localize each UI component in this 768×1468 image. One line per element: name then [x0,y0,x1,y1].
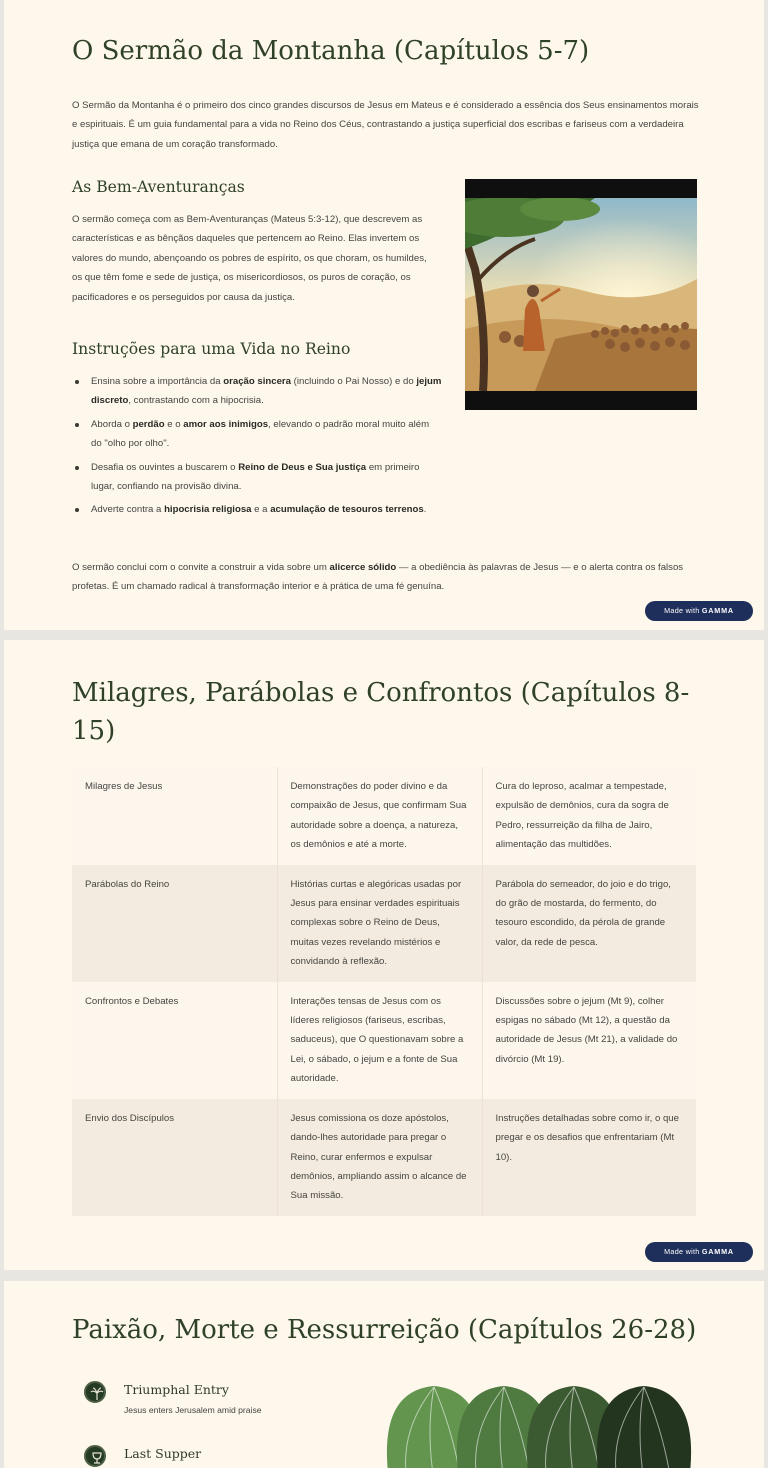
sermon-intro: O Sermão da Montanha é o primeiro dos cinco grandes discursos de Jesus em Mateus e é considerado a essência dos Seus ensinamentos morais e espirituais. É um guia fundamental para a vida no Reino dos Céus, contrastando a justiça superficial dos escribas e fariseus com a verdadeira justiça que emana de um coração transformado. [72,100,699,150]
leaf-decoration [364,1381,694,1468]
row-label: Envio dos Discípulos [72,1099,277,1216]
beatitudes-heading: As Bem-Aventuranças [72,178,245,196]
miracles-title: Milagres, Parábolas e Confrontos (Capítulos 8-15) [72,678,690,746]
row-examples: Parábola do semeador, do joio e do trigo, do grão de mostarda, do fermento, do tesouro escondido, da pérola de grande valor, da rede de pesca. [482,865,696,982]
row-examples: Instruções detalhadas sobre como ir, o que pregar e os desafios que enfrentariam (Mt 10). [482,1099,696,1216]
palm-icon [84,1381,106,1403]
made-with-gamma-badge[interactable]: Made with GAMMA [645,1242,753,1262]
table-row [72,1099,696,1216]
list-item: Adverte contra a hipocrisia religiosa e a acumulação de tesouros terrenos. [72,500,442,519]
row-description: Demonstrações do poder divino e da compaixão de Jesus, que confirmam Sua autoridade sobre a doença, a natureza, os demônios e até a morte. [277,767,482,865]
list-item: Ensina sobre a importância da oração sincera (incluindo o Pai Nosso) e do jejum discreto, contrastando com a hipocrisia. [72,372,442,411]
timeline-title: Last Supper [124,1446,202,1461]
instructions-list [72,372,442,524]
row-description: Jesus comissiona os doze apóstolos, dando-lhes autoridade para pregar o Reino, curar enfermos e expulsar demônios, ampliando assim o alcance de Sua missão. [277,1099,482,1216]
instructions-heading: Instruções para uma Vida no Reino [72,340,351,358]
sermon-illustration [465,179,697,410]
miracles-table [72,767,696,1216]
cup-icon [84,1445,106,1467]
passion-card [4,1281,764,1468]
sermon-conclusion: O sermão conclui com o convite a construir a vida sobre um alicerce sólido — a obediência às palavras de Jesus — e o alerta contra os falsos profetas. É um chamado radical à transformação interior e à prática de uma fé genuína. [72,562,684,593]
timeline-description: Jesus enters Jerusalem amid praise [124,1405,262,1415]
table-row [72,982,696,1099]
miracles-card [4,640,764,1270]
leaf-shape [597,1386,691,1468]
table-row [72,865,696,982]
row-label: Parábolas do Reino [72,865,277,982]
list-item: Desafia os ouvintes a buscarem o Reino de Deus e Sua justiça em primeiro lugar, confiando na provisão divina. [72,458,442,497]
sermon-card [4,0,764,630]
timeline-title: Triumphal Entry [124,1382,229,1397]
table-row [72,767,696,865]
row-examples: Cura do leproso, acalmar a tempestade, expulsão de demônios, cura da sogra de Pedro, ressurreição da filha de Jairo, alimentação das multidões. [482,767,696,865]
row-label: Milagres de Jesus [72,767,277,865]
made-with-gamma-badge[interactable]: Made with GAMMA [645,601,753,621]
sermon-title: O Sermão da Montanha (Capítulos 5-7) [72,36,590,66]
passion-title: Paixão, Morte e Ressurreição (Capítulos 26-28) [72,1315,697,1345]
row-description: Histórias curtas e alegóricas usadas por Jesus para ensinar verdades espirituais complexas sobre o Reino de Deus, muitas vezes revelando mistérios e convidando à reflexão. [277,865,482,982]
beatitudes-text: O sermão começa com as Bem-Aventuranças (Mateus 5:3-12), que descrevem as características e as bênçãos daqueles que pertencem ao Reino. Elas invertem os valores do mundo, abençoando os pobres de espírito, os que choram, os humildes, os que têm fome e sede de justiça, os misericordiosos, os puros de coração, os pacificadores e os perseguidos por causa da justiça. [72,214,427,303]
row-label: Confrontos e Debates [72,982,277,1099]
row-examples: Discussões sobre o jejum (Mt 9), colher espigas no sábado (Mt 12), a questão da autoridade de Jesus (Mt 21), a validade do divórcio (Mt 19). [482,982,696,1099]
row-description: Interações tensas de Jesus com os líderes religiosos (fariseus, escribas, saduceus), que O questionavam sobre a Lei, o sábado, o jejum e a fonte de Sua autoridade. [277,982,482,1099]
list-item: Aborda o perdão e o amor aos inimigos, elevando o padrão moral muito além do "olho por olho". [72,415,442,454]
